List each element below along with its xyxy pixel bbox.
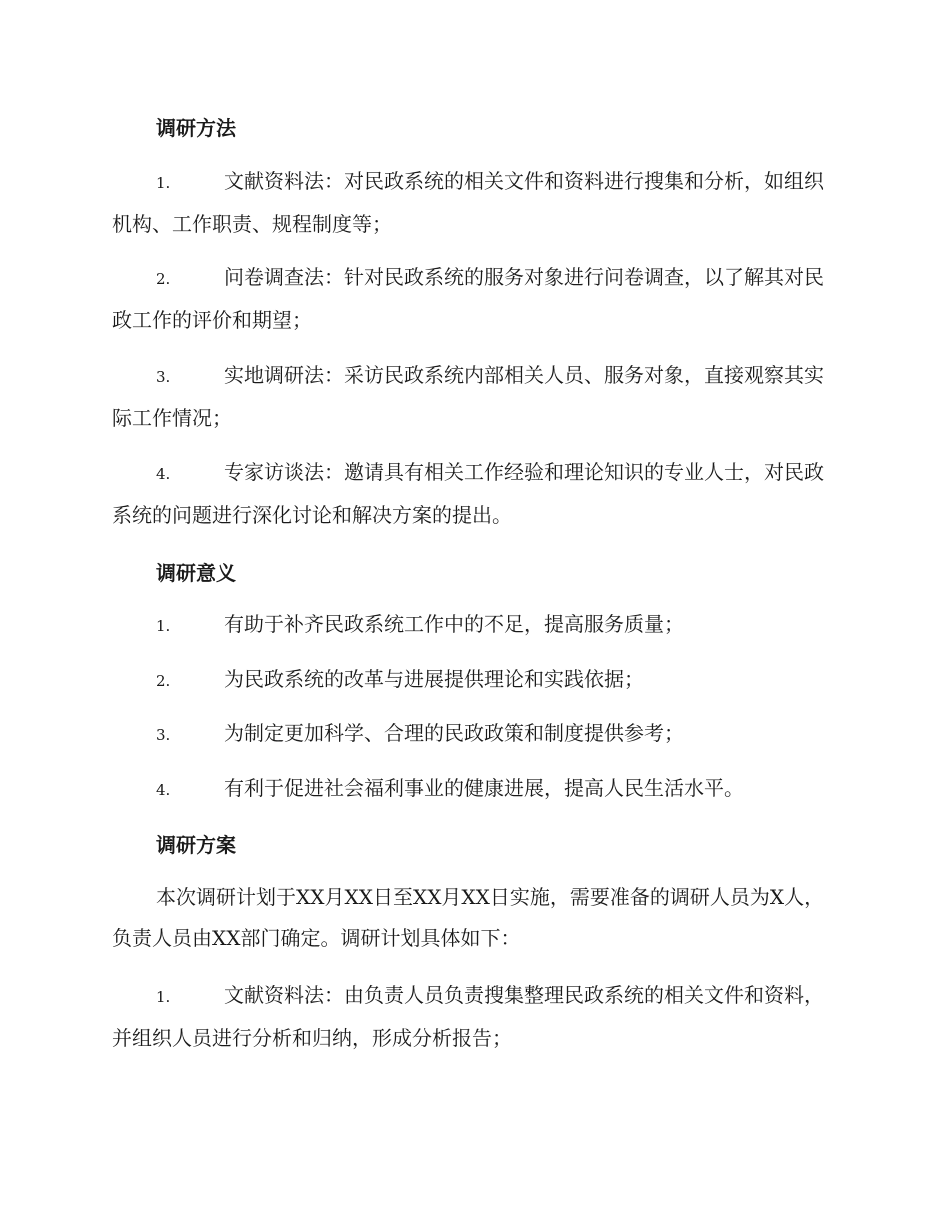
list-item-text: 文献资料法：由负责人员负责搜集整理民政系统的相关文件和资料，并组织人员进行分析和归纳，形成分析报告； (112, 983, 824, 1050)
methods-list-item-3 (112, 355, 834, 439)
methods-list-item-2 (112, 257, 834, 341)
list-number: 3. (156, 368, 171, 386)
list-item-text: 专家访谈法：邀请具有相关工作经验和理论知识的专业人士，对民政系统的问题进行深化讨论和解决方案的提出。 (112, 460, 824, 527)
methods-list-item-1 (112, 161, 834, 245)
list-item-text: 有助于补齐民政系统工作中的不足，提高服务质量； (224, 612, 684, 636)
list-number: 1. (156, 988, 171, 1006)
list-number: 4. (156, 465, 171, 483)
significance-list-item-2 (112, 659, 834, 702)
list-item-text: 为制定更加科学、合理的民政政策和制度提供参考； (224, 721, 684, 745)
significance-list-item-3 (112, 713, 834, 756)
significance-list-item-4 (112, 768, 834, 811)
list-number: 1. (156, 617, 171, 635)
plan-intro-paragraph: 本次调研计划于XX月XX日至XX月XX日实施，需要准备的调研人员为X人，负责人员由XX部门确定。调研计划具体如下： (112, 885, 825, 950)
list-number: 3. (156, 726, 171, 744)
section-heading-methods: 调研方法 (156, 116, 236, 140)
list-number: 4. (156, 781, 171, 799)
methods-list-item-4 (112, 452, 834, 536)
list-item-text: 文献资料法：对民政系统的相关文件和资料进行搜集和分析，如组织机构、工作职责、规程制度等； (112, 169, 824, 236)
list-item-text: 问卷调查法：针对民政系统的服务对象进行问卷调查，以了解其对民政工作的评价和期望； (112, 265, 824, 332)
list-item-text: 实地调研法：采访民政系统内部相关人员、服务对象，直接观察其实际工作情况； (112, 363, 824, 430)
list-number: 1. (156, 174, 171, 192)
section-heading-plan: 调研方案 (156, 833, 236, 857)
list-item-text: 为民政系统的改革与进展提供理论和实践依据； (224, 667, 644, 691)
list-item-text: 有利于促进社会福利事业的健康进展，提高人民生活水平。 (224, 776, 744, 800)
section-heading-significance: 调研意义 (156, 561, 236, 585)
significance-list-item-1 (112, 604, 834, 647)
plan-list-item-1 (112, 975, 834, 1059)
list-number: 2. (156, 672, 171, 690)
list-number: 2. (156, 270, 171, 288)
